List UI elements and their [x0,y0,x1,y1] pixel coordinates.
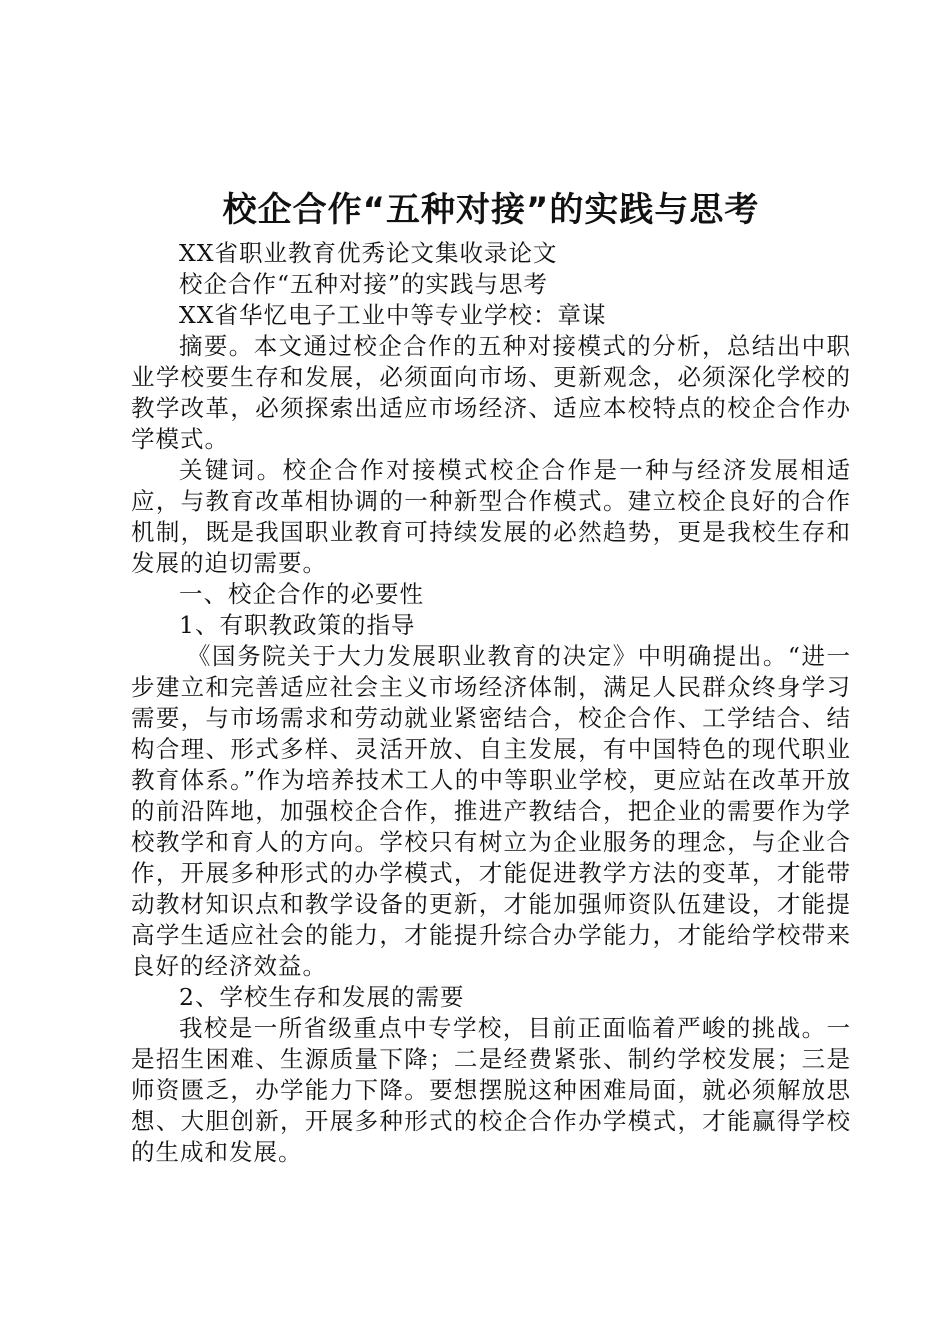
keywords-paragraph: 关键词。校企合作对接模式校企合作是一种与经济发展相适应，与教育改革相协调的一种新型合作模式。建立校企良好的合作机制，既是我国职业教育可持续发展的必然趋势，更是我校生存和发展的迫切需要。 [131,456,851,577]
policy-paragraph: 《国务院关于大力发展职业教育的决定》中明确提出。“进一步建立和完善适应社会主义市场经济体制，满足人民群众终身学习需要，与市场需求和劳动就业紧密结合，校企合作、工学结合、结构合理、形式多样、灵活开放、自主发展，有中国特色的现代职业教育体系。”作为培养技术工人的中等职业学校，更应站在改革开放的前沿阵地，加强校企合作，推进产教结合，把企业的需要作为学校教学和育人的方向。学校只有树立为企业服务的理念，与企业合作，开展多种形式的办学模式，才能促进教学方法的变革，才能带动教材知识点和教学设备的更新，才能加强师资队伍建设，才能提高学生适应社会的能力，才能提升综合办学能力，才能给学校带来良好的经济效益。 [131,642,851,980]
document-page [131,186,851,1168]
abstract-paragraph: 摘要。本文通过校企合作的五种对接模式的分析，总结出中职业学校要生存和发展，必须面向市场、更新观念，必须深化学校的教学改革，必须探索出适应市场经济、适应本校特点的校企合作办学模式。 [131,332,851,453]
subsection-heading-2: 2、学校生存和发展的需要 [179,983,465,1011]
article-subtitle: 校企合作“五种对接”的实践与思考 [179,270,549,298]
school-needs-paragraph: 我校是一所省级重点中专学校，目前正面临着严峻的挑战。一是招生困难、生源质量下降；二是经费紧张、制约学校发展；三是师资匮乏，办学能力下降。要想摆脱这种困难局面，就必须解放思想、大胆创新，开展多种形式的校企合作办学模式，才能赢得学校的生成和发展。 [131,1014,851,1166]
author-line: XX省华忆电子工业中等专业学校：章谋 [179,301,607,329]
section-heading-1: 一、校企合作的必要性 [179,580,424,608]
subsection-heading-1: 1、有职教政策的指导 [179,611,416,639]
document-title: 校企合作“五种对接”的实践与思考 [222,190,760,230]
collection-note: XX省职业教育优秀论文集收录论文 [179,239,558,267]
